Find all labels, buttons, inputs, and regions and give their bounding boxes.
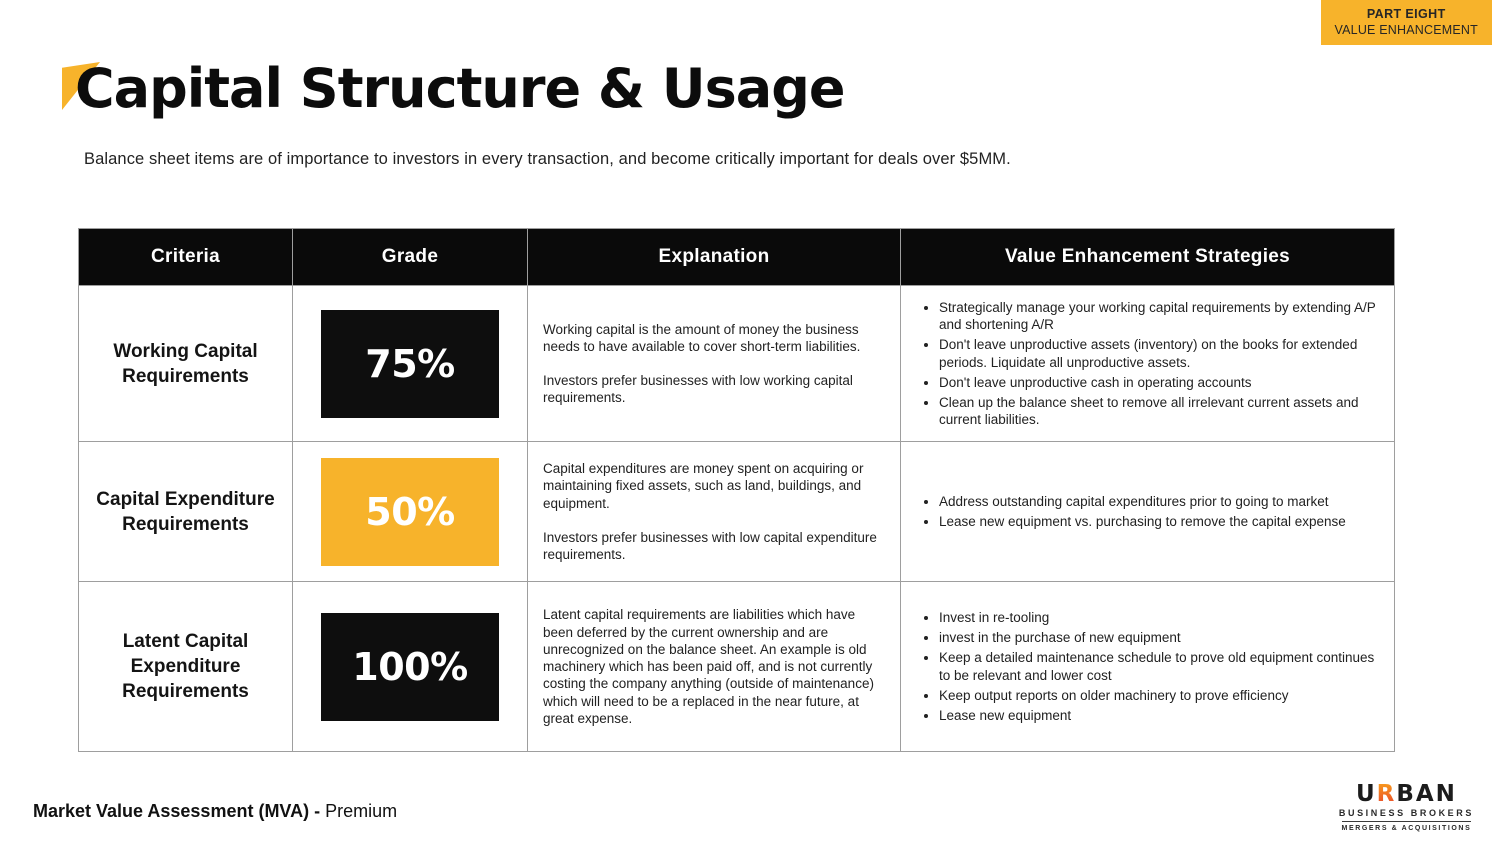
grade-cell	[293, 286, 528, 442]
strategy-item: • Address outstanding capital expenditures prior to going to market	[939, 493, 1378, 511]
strategy-item: • invest in the purchase of new equipment	[939, 629, 1378, 647]
explanation-paragraph: Investors prefer businesses with low capital expenditure requirements.	[543, 529, 877, 563]
urban-business-brokers-logo	[1339, 783, 1474, 832]
capital-structure-table	[78, 228, 1395, 752]
criteria-working-capital: Working Capital Requirements	[79, 286, 293, 442]
footer-label-regular: Premium	[325, 801, 398, 821]
explanation-paragraph: Investors prefer businesses with low working capital requirements.	[543, 373, 853, 406]
strategies-cell	[901, 286, 1395, 442]
criteria-capital-expenditure: Capital Expenditure Requirements	[79, 442, 293, 582]
page-subtitle: Balance sheet items are of importance to investors in every transaction, and become critically important for deals over $5MM.	[84, 150, 1011, 168]
strategy-item: • Lease new equipment	[939, 707, 1378, 725]
grade-cell	[293, 442, 528, 582]
explanation-paragraph: Working capital is the amount of money the business needs to have available to cover short-term liabilities.	[543, 321, 861, 354]
strategy-item: • Invest in re-tooling	[939, 609, 1378, 627]
explanation-cell	[528, 582, 901, 752]
logo-business-brokers: BUSINESS BROKERS	[1338, 808, 1474, 818]
column-header-grade: Grade	[293, 229, 528, 286]
strategy-item: • Strategically manage your working capital requirements by extending A/P and shortening A/R	[939, 299, 1378, 334]
page-title: Capital Structure & Usage	[75, 57, 845, 120]
part-badge-title: PART EIGHT	[1366, 7, 1446, 21]
grade-badge: 50%	[321, 458, 499, 566]
explanation-paragraph: Latent capital requirements are liabilities which have been deferred by the current ownership and are unrecognized on the balance sheet. An example is old machinery which has been paid off, and is not currently costing the company anything (outside of maintenance) which will need to be a replaced in the near future, at great expense.	[543, 607, 874, 726]
explanation-cell	[528, 286, 901, 442]
column-header-explanation: Explanation	[528, 229, 901, 286]
logo-mergers-acquisitions: MERGERS & ACQUISITIONS	[1342, 821, 1472, 832]
part-badge	[1321, 0, 1492, 45]
strategy-item: • Keep output reports on older machinery to prove efficiency	[939, 687, 1378, 705]
strategy-item: • Keep a detailed maintenance schedule to prove old equipment continues to be relevant and lower cost	[939, 649, 1378, 684]
strategies-cell	[901, 442, 1395, 582]
strategies-list	[921, 609, 1378, 724]
strategy-item: • Lease new equipment vs. purchasing to remove the capital expense	[939, 513, 1378, 531]
table-row	[79, 286, 1395, 442]
table-header-row	[79, 229, 1395, 286]
table-row	[79, 442, 1395, 582]
explanation-cell	[528, 442, 901, 582]
title-block	[62, 58, 845, 120]
logo-letter-r: R	[1376, 781, 1397, 807]
column-header-strategies: Value Enhancement Strategies	[901, 229, 1395, 286]
criteria-latent-capital: Latent Capital Expenditure Requirements	[79, 582, 293, 752]
strategies-list	[921, 299, 1378, 429]
footer-label	[33, 801, 397, 822]
strategy-item: • Clean up the balance sheet to remove all irrelevant current assets and current liabilities.	[939, 394, 1378, 429]
explanation-paragraph: Capital expenditures are money spent on acquiring or maintaining fixed assets, such as land, buildings, and equipment.	[543, 461, 864, 511]
strategies-cell	[901, 582, 1395, 752]
grade-badge: 100%	[321, 613, 499, 721]
table-row	[79, 582, 1395, 752]
logo-letter-u: U	[1355, 781, 1377, 807]
part-badge-subtitle: VALUE ENHANCEMENT	[1334, 23, 1478, 37]
grade-badge: 75%	[321, 310, 499, 418]
column-header-criteria: Criteria	[79, 229, 293, 286]
strategy-item: • Don't leave unproductive cash in operating accounts	[939, 374, 1378, 392]
logo-wordmark	[1356, 783, 1457, 806]
logo-letters-ban: BAN	[1396, 781, 1457, 807]
strategy-item: • Don't leave unproductive assets (inventory) on the books for extended periods. Liquidate all unproductive assets.	[939, 336, 1378, 371]
footer-label-bold: Market Value Assessment (MVA) -	[33, 801, 321, 821]
strategies-list	[921, 493, 1378, 531]
grade-cell	[293, 582, 528, 752]
